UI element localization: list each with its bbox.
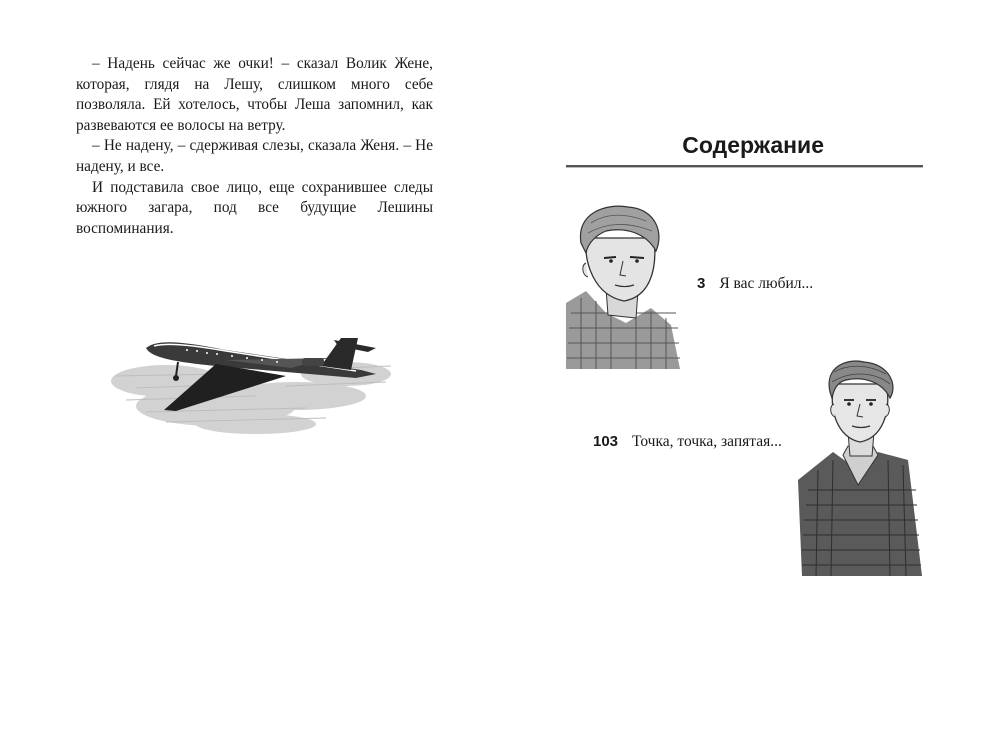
toc-page-number: 103 (593, 433, 619, 450)
toc-entry-title: Я вас любил... (719, 275, 814, 292)
teen-portrait-illustration (798, 360, 922, 576)
toc-page-number: 3 (697, 275, 706, 292)
toc-divider (566, 165, 923, 168)
paragraph: – Надень сейчас же очки! – сказал Волик Жене, которая, глядя на Лешу, слишком много себе позволяла. Ей хотелось, чтобы Леша запомнил, как развеваются ее волосы на ветру. (76, 55, 433, 134)
paragraph: И подставила свое лицо, еще сохранившее следы южного загара, под все будущие Лешины воспоминания. (76, 178, 433, 237)
airplane-illustration (106, 326, 396, 446)
toc-entry-title: Точка, точка, запятая... (632, 433, 782, 450)
body-text (76, 54, 433, 239)
boy-portrait-illustration (566, 203, 680, 369)
toc-entry[interactable] (697, 275, 813, 293)
toc-entry[interactable] (593, 433, 782, 451)
paragraph: – Не надену, – сдерживая слезы, сказала Женя. – Не надену, и все. (76, 137, 433, 175)
toc-title: Содержание (682, 132, 824, 158)
